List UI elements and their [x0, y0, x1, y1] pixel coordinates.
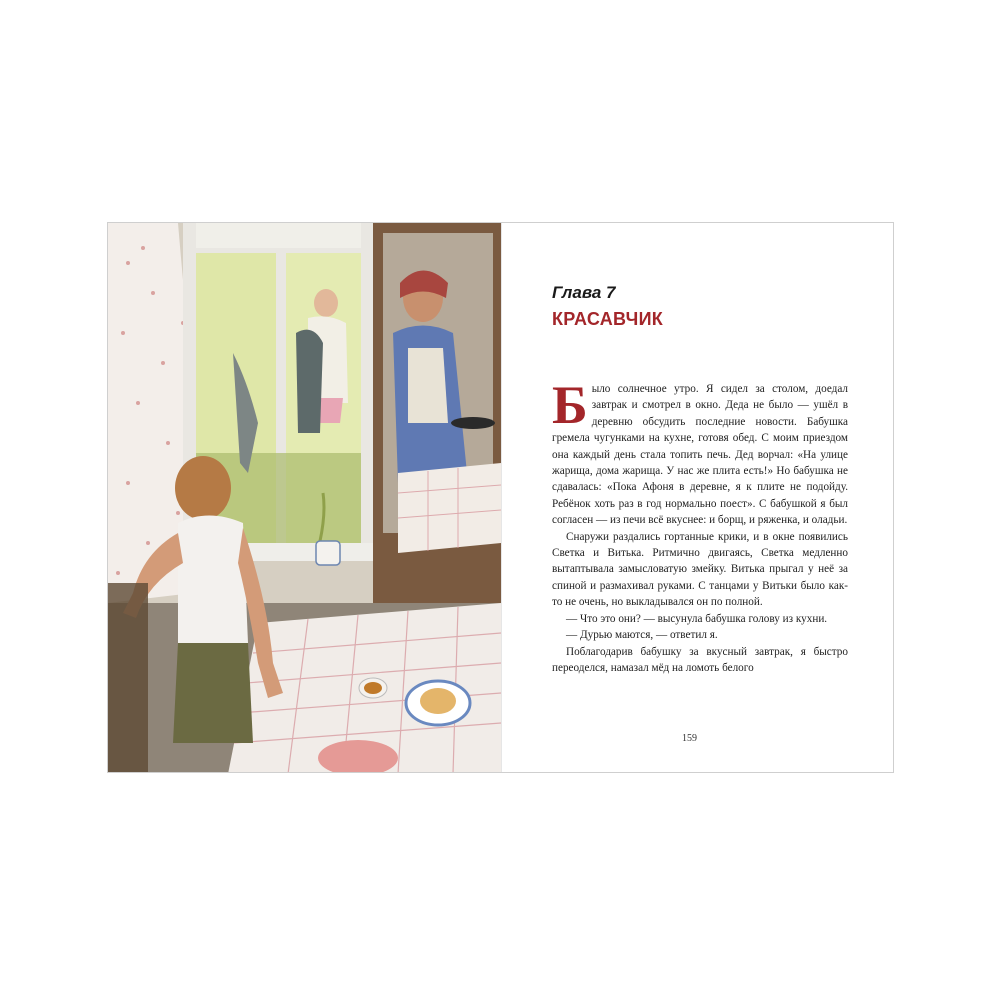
text-page	[501, 223, 893, 772]
page-number: 159	[682, 733, 697, 744]
paragraph-5: Поблагодарив бабушку за вкусный завтрак, я быстро переоделся, намазал мёд на ломоть белого	[552, 645, 848, 674]
paragraph-4: — Дурью маются, — ответил я.	[566, 629, 718, 642]
illustration	[108, 223, 501, 772]
book-spread	[107, 222, 894, 773]
chapter-number: Глава 7	[552, 283, 616, 302]
chapter-title: КРАСАВЧИК	[552, 309, 664, 329]
body-text	[552, 375, 848, 676]
drop-cap: Б	[552, 375, 588, 435]
paragraph-1	[552, 375, 848, 529]
illustration-art	[108, 223, 501, 772]
paragraph-1-text: ыло солнечное утро. Я сидел за столом, доедал завтрак и смотрел в окно. Деда не было — ушёл в деревню обсудить последние новости. Бабушка гремела чугунками на кухне, готовя обед. С моим приездом она каждый день стала топить печь. Дед ворчал: «На улице жарища, дома жарища. У нас же плита есть!» Но бабушка не сдавалась: «Пока Афоня в деревне, я к плите не подойду. Ребёнок хоть раз в год нормально поест». С бабушкой я был согласен — из печи всё вкуснее: и борщ, и ряженка, и оладьи.	[552, 383, 848, 527]
paragraph-2: Снаружи раздались гортанные крики, и в окне появились Светка и Витька. Ритмично двигаясь, Светка медленно вытаптывала замысловатую змейку. Витька прыгал у неё за спиной и размахивал руками. С танцами у Витьки было как-то не очень, но выкладывался он по полной.	[552, 530, 848, 609]
paragraph-3: — Что это они? — высунула бабушка голову из кухни.	[566, 612, 828, 625]
